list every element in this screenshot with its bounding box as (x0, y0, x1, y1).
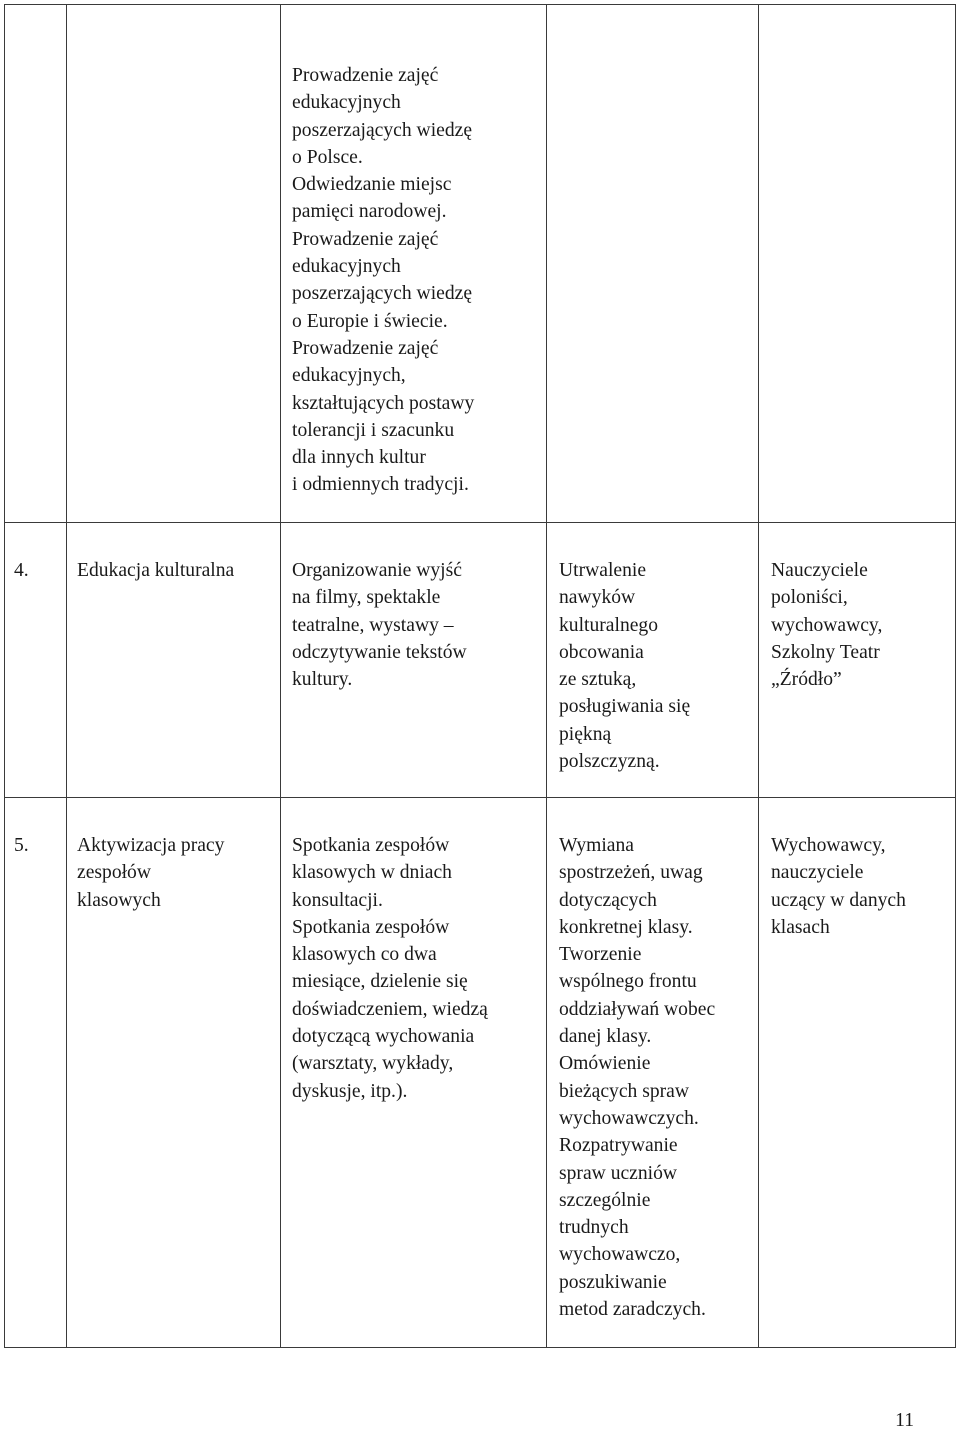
actions-text: Organizowanie wyjść na filmy, spektakle teatralne, wystawy – odczytywanie tekstów kultury. (292, 560, 467, 691)
number-cell (4, 522, 66, 797)
area-cell (66, 522, 280, 797)
responsible-cell (758, 522, 956, 797)
responsible-cell (758, 797, 956, 1348)
area-text: Edukacja kulturalna (77, 560, 235, 581)
number-cell (4, 4, 66, 522)
actions-cell (280, 4, 546, 522)
page-number: 11 (895, 1410, 914, 1431)
responsible-text: Nauczyciele poloniści, wychowawcy, Szkolny Teatr „Źródło” (771, 560, 883, 691)
actions-cell (280, 522, 546, 797)
table-row (4, 522, 956, 797)
goals-text: Utrwalenie nawyków kulturalnego obcowania ze sztuką, posługiwania się piękną polszczyzną. (559, 560, 691, 773)
responsible-text: Wychowawcy, nauczyciele uczący w danych klasach (771, 835, 906, 938)
actions-text: Prowadzenie zajęć edukacyjnych poszerzających wiedzę o Polsce. Odwiedzanie miejsc pamięci narodowej. Prowadzenie zajęć edukacyjnych poszerzających wiedzę o Europie i świecie. Prowadzenie zajęć edukacyjnych, kształtujących postawy tolerancji i szacunku dla innych kultur i odmiennych tradycji. (292, 65, 475, 496)
goals-cell (546, 4, 758, 522)
actions-cell (280, 797, 546, 1348)
actions-text: Spotkania zespołów klasowych w dniach konsultacji. Spotkania zespołów klasowych co dwa miesiące, dzielenie się doświadczeniem, wiedzą dotyczącą wychowania (warsztaty, wykłady, dyskusje, itp.). (292, 835, 488, 1102)
table-row (4, 4, 956, 522)
goals-cell (546, 522, 758, 797)
area-cell (66, 797, 280, 1348)
goals-text: Wymiana spostrzeżeń, uwag dotyczących konkretnej klasy. Tworzenie wspólnego frontu oddziaływań wobec danej klasy. Omówienie bieżących spraw wychowawczych. Rozpatrywanie spraw uczniów szczególnie trudnych wychowawczo, poszukiwanie metod zaradczych. (559, 835, 716, 1321)
row-number: 5. (14, 835, 29, 856)
responsible-cell (758, 4, 956, 522)
row-number: 4. (14, 560, 29, 581)
area-cell (66, 4, 280, 522)
area-text: Aktywizacja pracy zespołów klasowych (77, 835, 225, 911)
plan-table (4, 4, 956, 1348)
table-row (4, 797, 956, 1348)
number-cell (4, 797, 66, 1348)
goals-cell (546, 797, 758, 1348)
